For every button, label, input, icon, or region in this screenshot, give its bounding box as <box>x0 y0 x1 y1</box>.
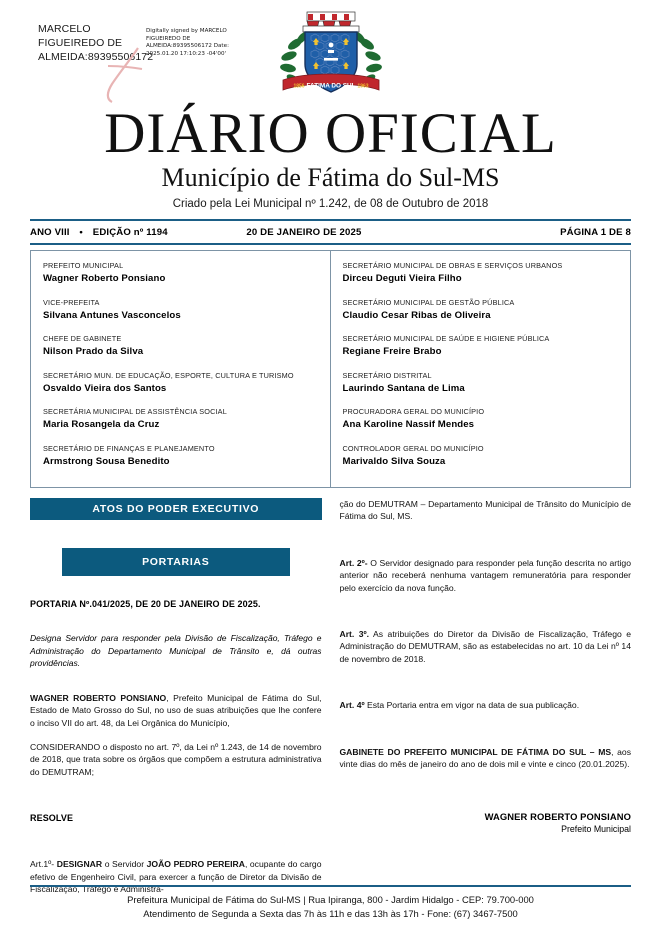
official-entry <box>43 297 320 322</box>
art3-label: Art. 3º. <box>339 629 370 640</box>
art1-rest: , ocupante do cargo efetivo de Engenheiro Civil, para exercer a função de Diretor da Divisão de Fiscalização, Tráfego e Administra- <box>30 859 322 895</box>
official-name: Laurindo Santana de Lima <box>342 382 465 394</box>
official-role: SECRETÁRIA MUNICIPAL DE ASSISTÊNCIA SOCIAL <box>43 407 227 416</box>
footer-hours: Atendimento de Segunda a Sexta das 7h às 11h e das 13h às 17h - Fone: (67) 3467-7500 <box>143 908 518 919</box>
art4-text: Esta Portaria entra em vigor na data de sua publicação. <box>364 700 580 711</box>
official-role: SECRETÁRIO MUNICIPAL DE OBRAS E SERVIÇOS URBANOS <box>342 261 563 270</box>
official-name: Ana Karoline Nassif Mendes <box>342 419 475 430</box>
official-role: VICE-PREFEITA <box>43 297 100 307</box>
masthead <box>0 102 661 212</box>
official-role: SECRETÁRIO DE FINANÇAS E PLANEJAMENTO <box>43 443 215 453</box>
official-name: Claudio Cesar Ribas de Oliveira <box>342 309 491 321</box>
official-name: Silvana Antunes Vasconcelos <box>43 309 181 321</box>
body-column-right <box>340 498 632 883</box>
official-name: Dirceu Deguti Vieira Filho <box>342 273 462 284</box>
signature-certificate-name: MARCELO FIGUEIREDO DE ALMEIDA:89395506172 <box>38 23 154 63</box>
signature-details: Digitally signed by MARCELO FIGUEIREDO DE ALMEIDA:89395506172 Date: 2025.01.20 17:10:23 -04'00' <box>146 28 229 57</box>
edition-left <box>30 227 246 238</box>
preamble-mayor-name: WAGNER ROBERTO PONSIANO <box>30 692 167 703</box>
official-entry <box>43 260 320 285</box>
preamble-text: , Prefeito Municipal de Fátima do Sul, Estado de Mato Grosso do Sul, no uso de suas atribuições que lhe confere o inciso VII do art. 48, da Lei Orgânica do Município, <box>30 692 322 728</box>
section-banner-executive-acts: ATOS DO PODER EXECUTIVO <box>30 498 322 520</box>
official-entry <box>43 443 320 468</box>
art1-mid: o Servidor <box>102 859 147 870</box>
crest-ribbon-text: FATIMA DO SUL <box>306 82 355 90</box>
official-role: SECRETÁRIO MUN. DE EDUCAÇÃO, ESPORTE, CULTURA E TURISMO <box>43 370 294 380</box>
portaria-art3 <box>340 628 632 665</box>
edition-date: 20 DE JANEIRO DE 2025 <box>246 226 362 238</box>
official-entry <box>343 260 621 285</box>
official-role: SECRETÁRIO DISTRITAL <box>342 370 432 380</box>
official-role: PROCURADORA GERAL DO MUNICÍPIO <box>342 407 485 416</box>
official-role: SECRETÁRIO MUNICIPAL DE SAÚDE E HIGIENE PÚBLICA <box>342 334 550 343</box>
art3-text: As atribuições do Diretor da Divisão de Fiscalização, Tráfego e Administração do DEMUTRAM, são as estabelecidas no art. 10 da Lei nº 14 de novembro de 2018. <box>339 629 631 664</box>
edition-bar <box>30 219 631 245</box>
closing-office: GABINETE DO PREFEITO MUNICIPAL DE FÁTIMA DO SUL – MS <box>339 746 612 757</box>
official-entry <box>343 297 621 322</box>
art4-label: Art. 4º <box>339 700 365 711</box>
official-entry <box>343 443 621 468</box>
body-column-left <box>30 498 322 895</box>
signer-name: WAGNER ROBERTO PONSIANO <box>484 811 631 823</box>
page-title: DIÁRIO OFICIAL <box>104 102 557 165</box>
official-name: Marivaldo Silva Souza <box>342 455 446 467</box>
coat-of-arms-icon <box>275 8 387 106</box>
officials-table <box>30 250 631 488</box>
art2-text: O Servidor designado para responder pela função descrita no artigo anterior não receberá nenhuma vantagem remuneratória para responder pelo exercício da nova função. <box>339 557 631 593</box>
edition-page: PÁGINA 1 DE 8 <box>560 226 631 238</box>
official-entry <box>43 333 320 358</box>
official-entry <box>343 370 621 395</box>
portaria-heading: PORTARIA Nº.041/2025, DE 20 DE JANEIRO DE 2025. <box>30 599 261 609</box>
official-name: Wagner Roberto Ponsiano <box>43 273 166 284</box>
masthead-law-line: Criado pela Lei Municipal nº 1.242, de 08 de Outubro de 2018 <box>172 198 489 210</box>
digital-signature-block <box>38 22 243 102</box>
section-banner-portarias: PORTARIAS <box>62 548 290 576</box>
portaria-ementa: Designa Servidor para responder pela Divisão de Fiscalização, Tráfego e Administração do Departamento Municipal de Trânsito e, dá outras providências. <box>30 633 322 669</box>
crest-year-left: 1856 <box>292 83 305 90</box>
footer-address: Prefeitura Municipal de Fátima do Sul-MS | Rua Ipiranga, 800 - Jardim Hidalgo - CEP: 79.700-000 <box>127 894 534 905</box>
art1-prefix: Art.1º- <box>30 859 57 870</box>
official-entry <box>43 406 320 431</box>
official-role: PREFEITO MUNICIPAL <box>43 261 124 270</box>
page-footer <box>30 885 631 921</box>
portaria-preamble <box>30 692 322 729</box>
portaria-considerando: CONSIDERANDO o disposto no art. 7º, da Lei nº 1.243, de 14 de novembro de 2018, que trata sobre os órgãos que compõem a estrutura administrativa do DEMUTRAM; <box>30 742 322 777</box>
art2-label: Art. 2º- <box>339 557 368 568</box>
official-entry <box>343 406 621 431</box>
portaria-resolve: RESOLVE <box>30 813 74 824</box>
portaria-art4 <box>340 699 632 711</box>
masthead-subtitle: Município de Fátima do Sul-MS <box>161 163 500 192</box>
official-role: CONTROLADOR GERAL DO MUNICÍPIO <box>342 443 484 453</box>
art1-person-name: JOÃO PEDRO PEREIRA <box>146 859 245 870</box>
official-entry <box>343 333 621 358</box>
official-name: Armstrong Sousa Benedito <box>43 455 170 467</box>
edition-year: ANO VIII <box>30 226 70 238</box>
art1-continuation: ção do DEMUTRAM – Departamento Municipal de Trânsito do Município de Fátima do Sul, MS. <box>339 499 631 522</box>
official-name: Osvaldo Vieira dos Santos <box>43 382 167 394</box>
signer-role: Prefeito Municipal <box>561 824 631 835</box>
official-role: CHEFE DE GABINETE <box>43 334 122 343</box>
edition-number: EDIÇÃO nº 1194 <box>92 226 168 238</box>
official-name: Nilson Prado da Silva <box>43 346 144 357</box>
portaria-closing <box>340 746 632 771</box>
crest-year-right: 1963 <box>356 83 369 90</box>
official-name: Maria Rosangela da Cruz <box>43 419 160 430</box>
official-name: Regiane Freire Brabo <box>342 346 442 357</box>
art1-verb: DESIGNAR <box>56 859 103 870</box>
officials-column-left <box>31 251 331 487</box>
closing-date-text: , aos vinte dias do mês de janeiro do ano de dois mil e vinte e cinco (20.01.2025). <box>339 746 631 770</box>
official-role: SECRETÁRIO MUNICIPAL DE GESTÃO PÚBLICA <box>342 297 515 307</box>
portaria-art2 <box>340 557 632 594</box>
edition-separator: • <box>79 226 83 238</box>
signature-block <box>340 810 632 835</box>
officials-column-right <box>331 251 631 487</box>
body-columns <box>30 498 631 895</box>
official-entry <box>43 370 320 395</box>
